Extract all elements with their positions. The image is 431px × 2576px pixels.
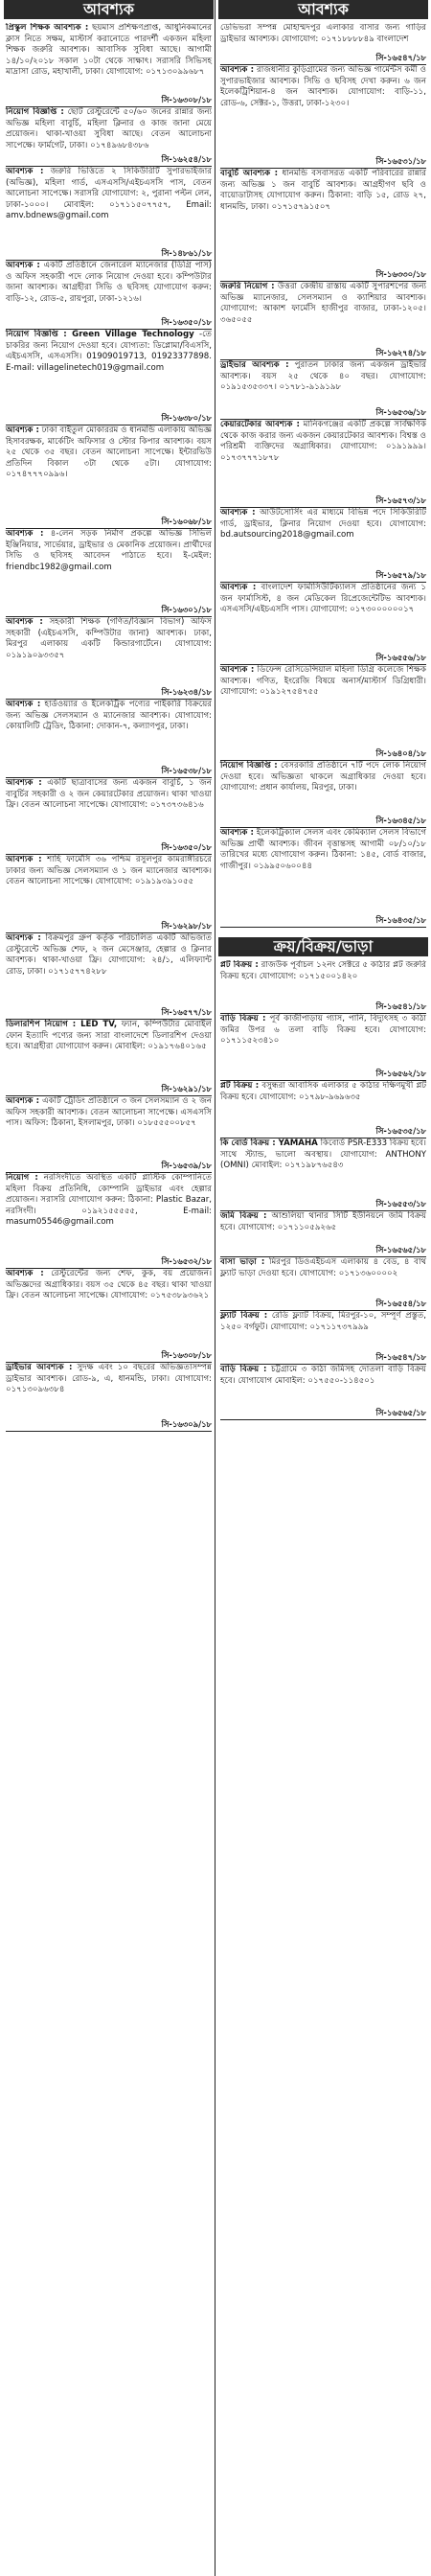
- ad-text: [6, 1173, 212, 1229]
- ad-text: [220, 1311, 426, 1333]
- classified-ad: [4, 855, 214, 933]
- ad-heading: জমি বিক্রয় :: [220, 1211, 267, 1221]
- ad-body: পুরাতন ঢাকার জন্য একজন ড্রাইভার আবশ্যক। বয়স ২৫ থেকে ৪০ বছর। যোগাযোগ: ০১৯১৫৩৫৩৩৭। ০১৭৮১-৯১৯১৯৮: [220, 360, 426, 393]
- ad-heading: আবশ্যক :: [6, 1096, 40, 1106]
- ad-heading: আবশ্যক :: [220, 665, 255, 675]
- classified-ad: [218, 1211, 428, 1257]
- ad-heading: নিয়োগ বিজ্ঞপ্তি :: [220, 761, 278, 770]
- ad-text: [220, 1257, 426, 1279]
- ad-reference-code: সি-১৬২৫৪/১৮: [6, 154, 212, 167]
- ad-heading: ডিলারশিপ নিয়োগ : LED TV,: [6, 1020, 118, 1029]
- ad-body: চট্টগ্রামে ৩ কাঠা জমিসহ দোতলা বাড়ি বিক্রয় হবে। যোগাযোগ মোবাইল: ০১৭৫৫০-১১৪৫০১: [220, 1365, 426, 1386]
- ad-reference-code: সি-১৬৩৫০/১৮: [6, 317, 212, 330]
- ad-body: বিক্রমপুর গ্রুপ কর্তৃক পরিচালিত একটি অভিজাত রেস্টুরেন্টে অভিজ্ঞ শেফ, ২ জন মেসেঞ্জার, হেল্পার ও ক্লিনার আবশ্যক। থাকা-খাওয়া ফ্রি। যোগাযোগ: ২৪/১, এলিফ্যান্ট রোড, ঢাকা। ০১৭১৫৭৭৪২৮৮: [6, 933, 213, 977]
- ad-reference-code: সি-১৬৩৫০/১৮: [6, 842, 212, 855]
- ad-body: মানিকগঞ্জের একটি প্রকল্পে সার্বক্ষণিক থেকে কাজ করার জন্য একজন কেয়ারটেকার আবশ্যক। বিশ্বস্ত ও পরিশ্রমী ব্যক্তিদের অগ্রাধিকার। যোগাযোগ: ০১৯১৯৯৯। ০১৭৩৭৭৭১৮৭৮: [220, 420, 427, 463]
- ad-body: রাজধানীর কুড়িগ্রামের জন্য অভিজ্ঞ গার্মেন্টস কর্মী ও সুপারভাইজার আবশ্যক। সিভি ও ছবিসহ দেখা করুন। ৬ জন ইলেকট্রিশিয়ান-৪ জন আবশ্যক। যোগাযোগ: বাড়ি-১১, রোড-৬, সেক্টর-১, উত্তরা, ঢাকা-১২৩০।: [220, 65, 427, 108]
- classified-ad: [218, 1257, 428, 1311]
- column-divider: [215, 0, 216, 2576]
- ad-reference-code: সি-১৬২৩৪/১৮: [6, 687, 212, 700]
- ad-heading: ফ্ল্যাট বিক্রয় :: [220, 1311, 268, 1321]
- ad-body: ছোট রেস্টুরেন্টে ৫০/৬০ জনের রান্নার জন্য অভিজ্ঞ মহিলা বাবুর্চি, মহিলা ক্লিনার ও কাজ জানা মেয়ে প্রয়োজন। থাকা-খাওয়া সুবিধা আছে। বেতন আলোচনা সাপেক্ষে। ফার্মগেট, ঢাকা। ০১৭৪৯৬৮৪৩৮৬: [6, 107, 213, 150]
- classified-ad: [218, 1081, 428, 1138]
- classified-ad: [4, 107, 214, 167]
- ad-body: সহকারী শিক্ষক (গণিত/বিজ্ঞান বিভাগ) অফিস সহকারী (এইচএসসি, কম্পিউটার জানা) আবশ্যক। ঢাকা, মিরপুর এলাকায় একটি কিন্ডারগার্টেনে। যোগাযোগ: ০১৯১৯০৯৩৩৫৭: [6, 617, 213, 660]
- right-column: [218, 0, 428, 1420]
- ad-body: একটি প্রতিষ্ঠানে জেনারেল ম্যানেজার (ডিগ্রি পাস) ও অফিস সহকারী পদে লোক নিয়োগ দেওয়া হবে। কম্পিউটার জানা আবশ্যক। আগ্রহীরা সিভি ও ছবিসহ যোগাযোগ করুন: বাড়ি-১২, রোড-৫, রায়পুরা, ঢাকা-১২১৬।: [6, 261, 213, 304]
- ad-heading: আবশ্যক :: [220, 828, 254, 838]
- ad-body: আশুলিয়া থানার সিটি ইউনিয়নে জমি বিক্রয় হবে। যোগাযোগ: ০১৭১১০৫৯২৬৫: [220, 1211, 427, 1232]
- ad-reference-code: সি-১৬৩০৮/১৮: [6, 1350, 212, 1363]
- ad-body: জরুরি ভিত্তিতে ২ সিকিউরিটি সুপারভাইজার (অভিজ্ঞ), মহিলা গার্ড, এসএসসি/এইচএসসি পাস, বেতন আলোচনা সাপেক্ষে। সরাসরি যোগাযোগ: ২, পুরানা পল্টন লেন, ঢাকা-১০০০। মোবাইল: ০১৭১১৫০৭৭৫৭, Email: amv.bdnews@gmail.com: [6, 167, 213, 221]
- ad-heading: আবশ্যক :: [6, 1269, 44, 1278]
- ad-reference-code: সি-১৬৫৩১/১৮: [220, 156, 426, 169]
- ad-text: [220, 65, 426, 109]
- ad-text: [6, 1363, 212, 1396]
- ad-text: [6, 700, 212, 733]
- ad-reference-code: সি-১৬৫৭৯/১৮: [220, 570, 426, 583]
- ad-heading: নিয়োগ :: [6, 1173, 38, 1183]
- ad-heading: প্লট বিক্রয় :: [220, 960, 259, 970]
- ad-text: [220, 1138, 426, 1172]
- classified-ad: [218, 169, 428, 282]
- ad-text: [6, 23, 212, 79]
- ad-reference-code: সি-১৬৩৮০/১৮: [6, 413, 212, 426]
- ad-reference-code: সি-১৬৩০৮/১৮: [6, 95, 212, 107]
- ad-text: [220, 828, 426, 872]
- ad-text: [220, 665, 426, 699]
- ad-text: [220, 23, 426, 45]
- ad-text: [6, 330, 212, 374]
- ad-body: হার্ডওয়্যার ও ইলেকট্রিক পণ্যের পাইকারি বিক্রয়ের জন্য অভিজ্ঞ সেলসম্যান ও ম্যানেজার আবশ্যক। যোগাযোগ: কোয়ালিটি ট্রেডিং, ঠিকানা: দোকান-৭, কল্যাণপুর, ঢাকা।: [6, 700, 213, 732]
- ad-body: কিবোর্ড PSR-E333 বিক্রয় হবে। সাথে স্ট্যান্ড, ভালো অবস্থায়। যোগাযোগ: ANTHONY (OMNI) মোবাইল: ০১৭১৯৮৭৬৫৪৩: [220, 1138, 426, 1171]
- classified-ad: [4, 617, 214, 700]
- ad-reference-code: সি-১৬২৭৪/১৮: [220, 348, 426, 360]
- classified-ad: [4, 330, 214, 426]
- ad-body: একটি ছাত্রাবাসের জন্য একজন বাবুর্চি, ১ জন বাবুর্চির সহকারী ও ২ জন কেয়ারটেকার প্রয়োজন। থাকা খাওয়া ফ্রি। বেতন আলোচনা সাপেক্ষে। যোগাযোগ: ০১৭৩৭৩৬৪১৬: [6, 778, 212, 811]
- ad-text: [220, 960, 426, 982]
- ad-reference-code: সি-১৬৩৩০/১৮: [220, 269, 426, 282]
- ad-heading: বাসা ভাড়া :: [220, 1257, 265, 1267]
- classified-ad: [218, 282, 428, 360]
- ad-reference-code: সি-১৬৪৩৫/১৮: [220, 915, 426, 928]
- ad-text: [6, 167, 212, 222]
- ad-reference-code: সি-১৬৫৩২/১৮: [6, 1256, 212, 1269]
- ad-body: ছয়মাস প্রশিক্ষণপ্রাপ্ত, আধুনিকমানের ক্লাস নিতে সক্ষম, মাস্টার্স করানোতে পারদর্শী একজন মহিলা শিক্ষক জরুরি আবশ্যক। আবাসিক সুবিধা আছে। আগামী ১৪/১০/২০১৮ সকাল ১০টা থেকে সাক্ষাৎ। সরাসরি সিভিসহ মাদ্রাসা রোড, মহাখালী, ঢাকা। যোগাযোগ: ০১৭১৩০৯৯৬৮৭: [6, 23, 212, 78]
- ad-text: [6, 1020, 212, 1053]
- ad-heading: আবশ্যক :: [6, 700, 41, 709]
- classified-ad: [4, 1363, 214, 1432]
- ad-heading: বাড়ি বিক্রয় :: [220, 1365, 267, 1374]
- classified-ad: [218, 23, 428, 65]
- ad-text: [220, 360, 426, 394]
- ad-text: [220, 420, 426, 464]
- ad-text: [6, 529, 212, 573]
- ad-text: [220, 761, 426, 794]
- classified-ad: [218, 583, 428, 665]
- classified-ad: [4, 1020, 214, 1096]
- ad-reference-code: সি-১৬৫৪১/১৮: [220, 1001, 426, 1014]
- ad-heading: আবশ্যক :: [6, 933, 41, 943]
- ad-reference-code: সি-১৬৫৬৫/১৮: [220, 1245, 426, 1257]
- ad-reference-code: সি-১৬২৯৮/১৮: [6, 921, 212, 933]
- ad-reference-code: সি-১৬৩০৯/১৮: [6, 1419, 212, 1432]
- ad-text: [220, 583, 426, 616]
- ad-body: ডেভিভরা সম্পন্ন মোহাম্মদপুর এলাকার বাসার জন্য গাড়ির ড্রাইভার আবশ্যক। যোগাযোগ: ০১৭১৮৮৮৮৪৯ বাংলাদেশ: [220, 23, 426, 44]
- ad-heading: নিয়োগ বিজ্ঞপ্তি :: [6, 107, 64, 117]
- ad-body: বসুন্ধরা আবাসিক এলাকার ৫ কাঠার দক্ষিণমুখী প্লট বিক্রয় হবে। যোগাযোগ: ০১৭৯৮-৯৬৯৬৩৫: [220, 1081, 427, 1102]
- ad-text: [6, 933, 212, 978]
- ad-reference-code: সি-১৬৪০৪/১৮: [220, 748, 426, 761]
- ad-reference-code: সি-১৬২৯১/১৮: [6, 1084, 212, 1096]
- ad-body: রেস্টুরেন্টের জন্য শেফ, কুক, বয় প্রয়োজন। অভিজ্ঞদের অগ্রাধিকার। বয়স ৩৫ থেকে ৪৫ বছর। থাকা খাওয়া ফ্রি। বেতন আলোচনা সাপেক্ষে। যোগাযোগ: ০১৭৫৩৮৯৩৬২১: [6, 1269, 213, 1301]
- ad-heading: আবশ্যক :: [6, 529, 44, 539]
- ad-text: [6, 426, 212, 481]
- left-ad-list: [4, 23, 214, 1432]
- classified-ad: [218, 960, 428, 1014]
- ad-heading: আবশ্যক :: [220, 65, 255, 75]
- ad-heading: ড্রাইভার আবশ্যক :: [6, 1363, 73, 1372]
- ad-body: রেডি ফ্ল্যাট বিক্রয়, মিরপুর-১০, সম্পূর্ণ প্রস্তুত, ১২৫০ বর্গফুট। যোগাযোগ: ০১৭১১৭৩৭৯৯৯: [220, 1311, 426, 1332]
- ad-reference-code: সি-১৬৫৩৯/১৮: [6, 1161, 212, 1173]
- ad-heading: জরুরি নিয়োগ :: [220, 282, 275, 291]
- ad-body: সুদক্ষ এবং ১০ বছরের অভিজ্ঞতাসম্পন্ন ড্রাইভার আবশ্যক। রোড-৯, এ, ধানমন্ডি, ঢাকা। যোগাযোগ: ০১৭১৩০৯৬৩৮৪: [6, 1363, 212, 1395]
- ad-heading: আবশ্যক :: [6, 167, 44, 176]
- ad-reference-code: সি-১৬৫৭৭/১৮: [6, 1007, 212, 1020]
- ad-body: আউটসোর্সিং এর মাধ্যমে বিভিন্ন পদে সিকিউরিটি গার্ড, ড্রাইভার, ক্লিনার নিয়োগ দেওয়া হবে। যোগাযোগ: bd.autsourcing2018@gmail.com: [220, 508, 427, 540]
- ad-reference-code: সি-১৬৩০১/১৮: [6, 605, 212, 617]
- classified-ad: [4, 23, 214, 107]
- ad-reference-code: সি-১৬০৬৮/১৮: [6, 517, 212, 529]
- classified-ad: [4, 700, 214, 778]
- right-ad-list: [218, 23, 428, 928]
- ad-text: [6, 778, 212, 812]
- classified-ad: [218, 1365, 428, 1420]
- classified-ad: [218, 360, 428, 420]
- ad-heading: বাবুর্চি আবশ্যক :: [220, 169, 279, 178]
- classified-ad: [4, 426, 214, 529]
- ad-body: ডিফেন্স রেসিডেন্সিয়াল মহিলা ডিগ্রি কলেজে শিক্ষক আবশ্যক। গণিত, ইংরেজি বিষয়ে অনার্স/মাস্টার্স ডিগ্রিধারী। যোগাযোগ: ০১৯১২৭৫৪৭৫৫: [220, 665, 427, 698]
- classified-ad: [4, 529, 214, 617]
- ad-reference-code: সি-১৬৫৬২/১৮: [220, 1069, 426, 1081]
- ad-heading: আবশ্যক :: [220, 583, 257, 592]
- sale-ad-list: [218, 960, 428, 1420]
- ad-reference-code: সি-১৬৫৩৫/১৮: [220, 1126, 426, 1138]
- ad-text: [220, 1081, 426, 1103]
- ad-heading: আবশ্যক :: [6, 261, 40, 270]
- sale-section-header: ক্রয়/বিক্রয়/ভাড়া: [218, 937, 428, 956]
- ad-reference-code: সি-১৬৫৩৮/১৮: [6, 766, 212, 778]
- ad-reference-code: সি-১৬৫৪৭/১৮: [220, 1352, 426, 1365]
- ad-heading: প্রিস্কুল শিক্ষক আবশ্যক :: [6, 23, 89, 33]
- ad-reference-code: সি-১৬৫৫৩/১৮: [220, 1199, 426, 1211]
- ad-body: ৪-লেন সড়ক নির্মাণ প্রকল্পে অভিজ্ঞ সিভিল ইঞ্জিনিয়ার, সার্ভেয়ার, ড্রাইভার ও মেকানিক প্রয়োজন। প্রার্থীদের সিভি ও ছবিসহ আবেদন পাঠাতে হবে। ই-মেইল: friendbc1982@gmail.com: [6, 529, 212, 572]
- ad-body: বেসরকারি প্রতিষ্ঠানে ৭টি পদে লোক নিয়োগ দেওয়া হবে। অভিজ্ঞতা থাকলে অগ্রাধিকার দেওয়া হবে। যোগাযোগ: প্রধান কার্যালয়, মিরপুর, ঢাকা।: [220, 761, 426, 794]
- ad-heading: বাড়ি বিক্রয় :: [220, 1014, 266, 1024]
- ad-body: ঢাকা বাইতুল মোকাররম ও ধানমন্ডি এলাকায় অভিজ্ঞ হিসাবরক্ষক, মার্কেটিং অফিসার ও স্টোর কিপার আবশ্যক। বয়স ২৫ থেকে ৩৫ বছর। বেতন আলোচনা সাপেক্ষে। ইন্টারভিউ প্রতিদিন বিকাল ৩টা থেকে ৫টা। যোগাযোগ: ০১৭৪৭৭৭০৯৯৬।: [6, 426, 212, 480]
- left-section-header: আবশ্যক: [4, 0, 214, 19]
- ad-body: শাহি ফার্মেসি ৩৬ পশ্চিম রসুলপুর কামরাঙ্গীরচরে ঢাকার জন্য অভিজ্ঞ সেলসম্যান ও ১ জন ম্যানেজার আবশ্যক। বেতন আলোচনা সাপেক্ষে। যোগাযোগ: ০১৯১৯৩৯১০৫৫: [6, 855, 212, 887]
- ad-body: ফ্যান, কম্পিউটার মোবাইল ফোন ইত্যাদি পণ্যের জন্য সারা বাংলাদেশে ডিলারশিপ দেওয়া হবে। আগ্রহীরা যোগাযোগ করুন। মোবাইল: ০১৯১৭৬৪০১৬৫: [6, 1020, 212, 1052]
- ad-body: ধানমন্ডি বসবাসরত একটি পরিবারের রান্নার জন্য অভিজ্ঞ ১ জন বাবুর্চি আবশ্যক। আগ্রহীগণ ছবি ও বায়োডাটাসহ যোগাযোগ করুন। ঠিকানা: বাড়ি ১৫, রোড ২৭, ধানমন্ডি, ঢাকা। ০১৭১৫৭৯১৫০৭: [220, 169, 427, 212]
- ad-body: একটি ট্রেডিং প্রতিষ্ঠানে ৩ জন সেলসম্যান ও ২ জন অফিস সহকারী আবশ্যক। বেতন আলোচনা সাপেক্ষে। এসএসসি পাস। অফিস: ঠিকানা, ইসলামপুর, ঢাকা। ০১৮৫৫৫০০৮৫৭: [6, 1096, 213, 1129]
- classified-ad: [4, 933, 214, 1020]
- classified-ad: [4, 1096, 214, 1173]
- ad-body: বাংলাদেশ ফার্মাসিউটিক্যালস প্রতিষ্ঠানের জন্য ১ জন ফার্মাসিস্ট, ৪ জন মেডিকেল রিপ্রেজেন্টেটিভ আবশ্যক। এসএসসি/এইচএসসি পাস। যোগাযোগ: ০১৭৩০০০০০০১৭: [220, 583, 426, 615]
- classified-ad: [4, 778, 214, 855]
- ad-text: [220, 508, 426, 541]
- ad-heading: ড্রাইভার আবশ্যক :: [220, 360, 289, 370]
- ad-body: পূর্ব কাজীপাড়ায় গ্যাস, পানি, বিদ্যুৎসহ ৩ কাঠা জমির উপর ৬ তলা বাড়ি বিক্রয় হবে। যোগাযোগ: ০১৭১১৫২৩৪১০: [220, 1014, 427, 1046]
- classified-ad: [218, 828, 428, 928]
- classified-ad: [4, 1173, 214, 1269]
- right-section-header: আবশ্যক: [218, 0, 428, 19]
- ad-heading: কেয়ারটেকার আবশ্যক :: [220, 420, 300, 429]
- ad-body: ইলেকট্রিক্যাল সেলস এবং কেমিক্যাল সেলস বিভাগে অভিজ্ঞ প্রার্থী আবশ্যক। জীবন বৃত্তান্তসহ আগামী ০৮/১০/১৮ তারিখের মধ্যে যোগাযোগ করুন। ঠিকানা: ১৪৫, বোর্ড বাজার, গাজীপুর। ০১৯৯৫০৬০০৪৪: [220, 828, 427, 871]
- classified-ad: [4, 167, 214, 261]
- ad-reference-code: সি-১৬৩৪৫/১৮: [220, 816, 426, 828]
- ad-heading: আবশ্যক :: [220, 508, 256, 518]
- ad-reference-code: সি-১৬৫৩৬/১৮: [220, 407, 426, 420]
- ad-body: মিরপুর ডিওএইচএস এলাকায় ৪ বেড, ৪ বাথ ফ্ল্যাট ভাড়া দেওয়া হবে। যোগাযোগ: ০১৭১৩৬০০০০২: [220, 1257, 427, 1278]
- ad-reference-code: সি-১৬৫৬৫/১৮: [220, 1408, 426, 1420]
- ad-body: রাজউক পূর্বাচল ১২নং সেক্টরে ৫ কাঠার প্লট জরুরি বিক্রয় হবে। যোগাযোগ: ০১৭১৫০০১৪২০: [220, 960, 427, 981]
- ad-text: [6, 617, 212, 661]
- ad-reference-code: সি-১৪৮৬১/১৮: [6, 248, 212, 261]
- ad-heading: প্লট বিক্রয় :: [220, 1081, 260, 1091]
- ad-text: [220, 282, 426, 326]
- ad-heading: আবশ্যক :: [6, 426, 39, 435]
- ad-heading: আবশ্যক :: [6, 778, 42, 788]
- classified-ad: [4, 261, 214, 330]
- ad-reference-code: সি-১৬৫৪৭/১৮: [220, 53, 426, 65]
- ad-heading: নিয়োগ বিজ্ঞপ্তি : Green Village Technology: [6, 330, 194, 339]
- ad-heading: আবশ্যক :: [6, 855, 42, 864]
- ad-reference-code: সি-১৬৫৫৪/১৮: [220, 1299, 426, 1311]
- classified-ad: [218, 761, 428, 828]
- ad-text: [6, 1269, 212, 1302]
- ad-text: [220, 1211, 426, 1233]
- ad-body: নরসিংদীতে অবস্থিত একটি প্লাস্টিক কোম্পানিতে মহিলা বিক্রয় প্রতিনিধি, কোম্পানি ড্রাইভার এবং হেল্পার প্রয়োজন। সরাসরি যোগাযোগ করুন: ঠিকানা: Plastic Bazar, নরসিংদী। ০১৯২১৫৫৫৫৫, E-mail: masum05546@gmail.com: [6, 1173, 212, 1228]
- ad-reference-code: সি-১৬৫৫৬/১৮: [220, 653, 426, 665]
- classified-ad: [218, 65, 428, 169]
- ad-body: উত্তরা কেন্দ্রীয় রাস্তায় একটি সুপারশপের জন্য অভিজ্ঞ ম্যানেজার, সেলসম্যান ও ক্যাশিয়ার আবশ্যক। যোগাযোগ: আকাশ ফার্মেসি হাজীপুর বাজার, ঢাকা-১২০৫। ৩৬৫০৫৫: [220, 282, 426, 325]
- ad-heading: কি বোর্ড বিক্রয় : YAMAHA: [220, 1138, 318, 1148]
- ad-text: [6, 855, 212, 888]
- left-column: [4, 0, 214, 1432]
- ad-reference-code: সি-১৬৫৭৩/১৮: [220, 495, 426, 508]
- ad-heading: আবশ্যক :: [6, 617, 43, 627]
- ad-text: [220, 1014, 426, 1047]
- classified-ad: [218, 1311, 428, 1365]
- ad-body: -তে চাকরির জন্য নিয়োগ দেওয়া হবে। যোগ্যতা: ডিপ্লোমা/বিএসসি, এইচএসসি, এসএসসি। 01909019713, 01923377898. E-mail: villagelinetech019@gmail.com: [6, 330, 213, 373]
- ad-text: [6, 1096, 212, 1130]
- classified-ad: [4, 1269, 214, 1363]
- classified-ad: [218, 1014, 428, 1081]
- ad-text: [6, 261, 212, 305]
- classified-ad: [218, 665, 428, 761]
- classified-ad: [218, 1138, 428, 1211]
- classified-ad: [218, 508, 428, 583]
- ad-text: [6, 107, 212, 151]
- classified-ad: [218, 420, 428, 508]
- ad-text: [220, 1365, 426, 1387]
- ad-text: [220, 169, 426, 213]
